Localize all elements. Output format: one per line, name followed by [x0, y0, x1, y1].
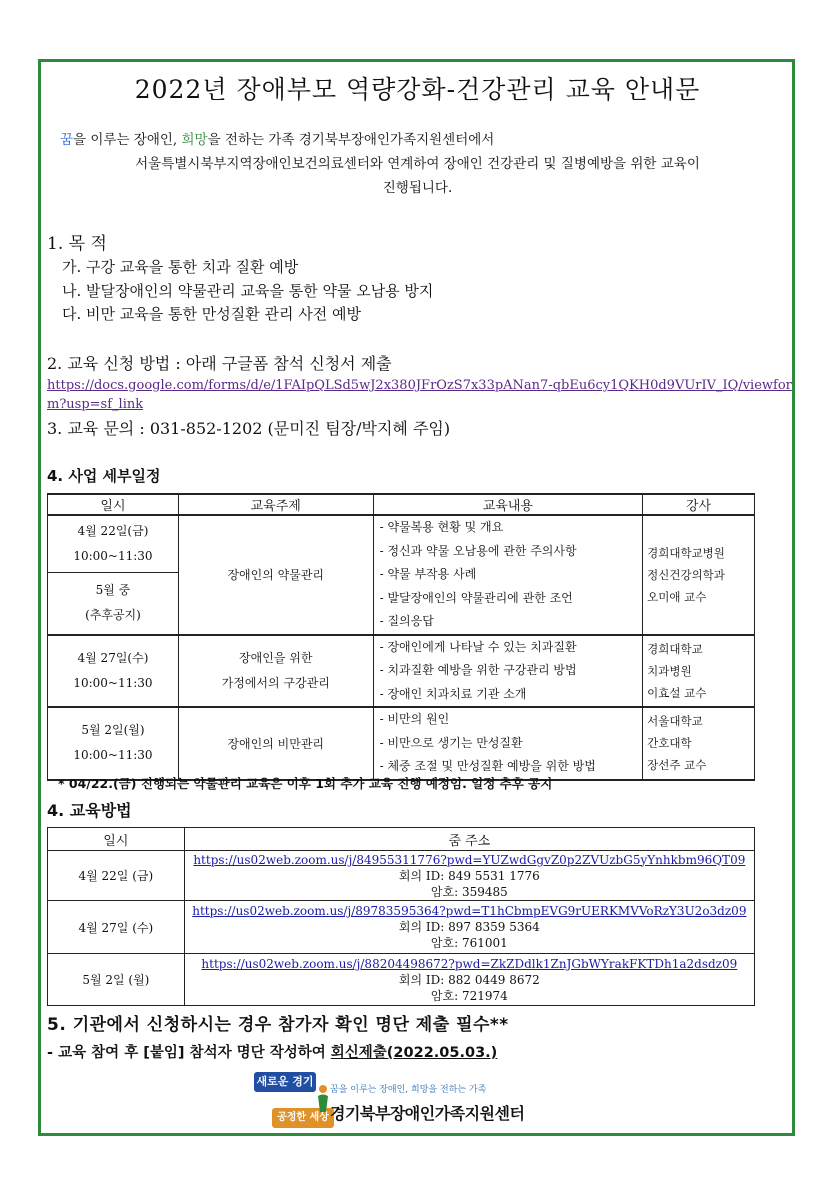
lecturer-cell — [643, 515, 755, 635]
lecturer-line: 서울대학교 — [647, 714, 703, 729]
intro-line-1 — [50, 128, 785, 152]
intro-text-1: 을 이루는 장애인, — [73, 132, 182, 148]
zoom-table — [47, 827, 755, 1006]
section5-heading: 5. 기관에서 신청하시는 경우 참가자 확인 명단 제출 필수** — [47, 1015, 509, 1035]
meeting-password: 암호: 359485 — [430, 884, 508, 899]
person-icon — [316, 1084, 330, 1114]
google-form-link[interactable]: https://docs.google.com/forms/d/e/1FAIpQLSd5wJ2x380JFrOzS7x33pANan7-qbEu6cy1QKH0d9VUrIV_IQ/viewform?usp=sf_link — [47, 378, 792, 412]
intro-paragraph — [50, 128, 785, 200]
date-text: 4월 27일(수) — [77, 650, 149, 665]
column-header: 일시 — [48, 494, 179, 515]
content-item: - 정신과 약물 오남용에 관한 주의사항 — [379, 543, 577, 558]
schedule-table — [47, 493, 755, 781]
lecturer-line: 치과병원 — [647, 663, 692, 678]
date-cell — [48, 707, 179, 780]
meeting-password: 암호: 761001 — [430, 936, 508, 950]
method-heading: 4. 교육방법 — [47, 801, 132, 820]
topic-cell: 장애인의 비만관리 — [178, 707, 373, 780]
content-item: - 비만으로 생기는 만성질환 — [379, 735, 523, 750]
logo-center-name: 경기북부장애인가족지원센터 — [330, 1104, 525, 1123]
topic-line: 가정에서의 구강관리 — [221, 675, 330, 690]
zoom-link[interactable]: https://us02web.zoom.us/j/89783595364?pwd=T1hCbmpEVG9rUERKMVVoRzY3U2o3dz09 — [192, 904, 747, 918]
intro-line-2: 서울특별시북부지역장애인보건의료센터와 연계하여 장애인 건강관리 및 질병예방을 위한 교육이 — [135, 156, 700, 172]
lecturer-line: 이효설 교수 — [647, 685, 707, 700]
date-text: 5월 2일(월) — [81, 723, 145, 738]
content-item: - 장애인 치과치료 기관 소개 — [379, 686, 527, 701]
table-header-row — [48, 828, 755, 851]
intro-line-3: 진행됩니다. — [382, 180, 453, 196]
content-item: - 발달장애인의 약물관리에 관한 조언 — [379, 590, 573, 605]
intro-text-2: 을 전하는 가족 경기북부장애인가족지원센터에서 — [207, 132, 495, 148]
content-item: - 약물 부작용 사례 — [379, 567, 477, 581]
purpose-item: 나. 발달장애인의 약물관리 교육을 통한 약물 오남용 방지 — [62, 282, 434, 300]
lecturer-line: 오미애 교수 — [647, 589, 707, 604]
lecturer-line: 경희대학교병원 — [647, 545, 725, 560]
content-item: - 치과질환 예방을 위한 구강관리 방법 — [379, 663, 577, 677]
date-cell: 4월 27일 (수) — [48, 901, 185, 954]
content-item: - 장애인에게 나타날 수 있는 치과질환 — [379, 639, 577, 654]
date-text: 5월 중 — [95, 583, 131, 598]
table-header-row — [48, 494, 755, 515]
lecturer-line: 간호대학 — [647, 736, 692, 751]
meeting-id: 회의 ID: 882 0449 8672 — [398, 972, 540, 987]
zoom-cell — [184, 954, 754, 1006]
logo-slogan: 꿈을 이루는 장애인, 희망을 전하는 가족 — [330, 1085, 487, 1095]
meeting-id: 회의 ID: 849 5531 1776 — [398, 868, 540, 883]
content-cell — [373, 635, 643, 708]
date-cell: 4월 22일 (금) — [48, 851, 185, 901]
date-cell — [48, 635, 179, 708]
column-header: 일시 — [48, 828, 185, 851]
column-header: 강사 — [643, 494, 755, 515]
table-row — [48, 707, 755, 780]
instruction-text: - 교육 참여 후 [붙임] 참석자 명단 작성하여 — [47, 1045, 331, 1061]
lecturer-line: 경희대학교 — [647, 641, 703, 656]
date-note: (추후공지) — [85, 608, 141, 623]
schedule-note: * 04/22.(금) 진행되는 약물관리 교육은 이후 1회 추가 교육 진행 예정임. 일정 추후 공지 — [58, 776, 553, 791]
lecturer-cell — [643, 707, 755, 780]
lecturer-line: 정신건강의학과 — [647, 567, 725, 582]
zoom-cell — [184, 851, 754, 901]
intro-word-dream: 꿈 — [60, 132, 74, 148]
content-item: - 질의응답 — [379, 614, 434, 628]
purpose-item: 가. 구강 교육을 통한 치과 질환 예방 — [62, 258, 299, 276]
date-text: 4월 22일(금) — [77, 523, 149, 538]
content-item: - 약물복용 현황 및 개요 — [379, 520, 504, 534]
topic-cell — [178, 635, 373, 708]
topic-cell: 장애인의 약물관리 — [178, 515, 373, 635]
table-row — [48, 954, 755, 1006]
logo-badge-new-gyeonggi: 새로운 경기 — [254, 1072, 316, 1092]
center-logo — [252, 1072, 582, 1132]
table-row — [48, 901, 755, 954]
meeting-password: 암호: 721974 — [430, 988, 508, 1003]
topic-line: 장애인을 위한 — [239, 650, 313, 665]
meeting-id: 회의 ID: 897 8359 5364 — [398, 920, 540, 934]
table-row — [48, 851, 755, 901]
column-header: 줌 주소 — [184, 828, 754, 851]
lecturer-cell — [643, 635, 755, 708]
content-item: - 체중 조절 및 만성질환 예방을 위한 방법 — [379, 759, 596, 773]
page-title: 2022년 장애부모 역량강화-건강관리 교육 안내문 — [134, 75, 701, 104]
purpose-item: 다. 비만 교육을 통한 만성질환 관리 사전 예방 — [62, 305, 361, 323]
schedule-heading: 4. 사업 세부일정 — [47, 467, 161, 485]
time-text: 10:00~11:30 — [73, 548, 153, 563]
intro-word-hope: 희망 — [181, 132, 208, 148]
content-cell — [373, 707, 643, 780]
time-text: 10:00~11:30 — [73, 748, 153, 763]
zoom-link[interactable]: https://us02web.zoom.us/j/84955311776?pwd=YUZwdGgvZ0p2ZVUzbG5yYnhkbm96QT09 — [193, 852, 746, 867]
date-cell: 5월 2일 (월) — [48, 954, 185, 1006]
content-cell — [373, 515, 643, 635]
zoom-link[interactable]: https://us02web.zoom.us/j/88204498672?pwd=ZkZDdlk1ZnJGbWYrakFKTDh1a2dsdz09 — [201, 956, 738, 971]
zoom-cell — [184, 901, 754, 954]
time-text: 10:00~11:30 — [73, 675, 153, 690]
table-row — [48, 515, 755, 572]
lecturer-line: 장선주 교수 — [647, 758, 707, 773]
apply-heading: 2. 교육 신청 방법 : 아래 구글폼 참석 신청서 제출 — [47, 354, 392, 373]
instruction-deadline: 회신제출(2022.05.03.) — [330, 1045, 498, 1061]
date-cell — [48, 572, 179, 634]
logo-badge-fair-world: 공정한 세상 — [272, 1108, 334, 1128]
inquiry-line: 3. 교육 문의 : 031-852-1202 (문미진 팀장/박지혜 주임) — [47, 419, 451, 438]
section5-instruction — [47, 1041, 497, 1062]
content-item: - 비만의 원인 — [379, 712, 450, 726]
table-row — [48, 635, 755, 708]
column-header: 교육주제 — [178, 494, 373, 515]
date-cell — [48, 515, 179, 572]
purpose-heading: 1. 목 적 — [47, 234, 107, 254]
column-header: 교육내용 — [373, 494, 643, 515]
